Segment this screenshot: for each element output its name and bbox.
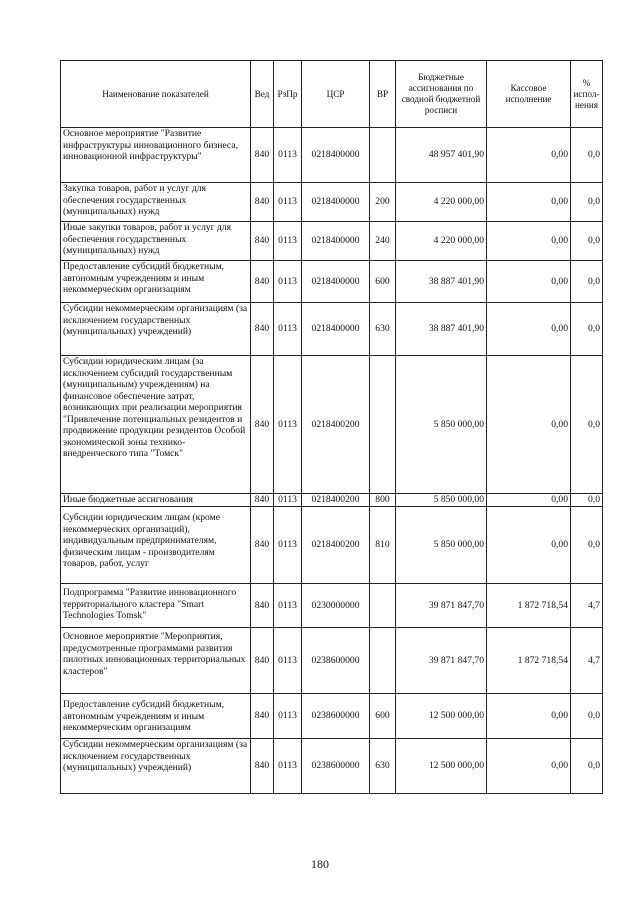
row-vr: 630 xyxy=(370,739,396,794)
row-name: Субсидии юридическим лицам (кроме некоммерческих организаций), индивидуальным предпринимателям, физическим лицам - производителям товаров, работ, услуг xyxy=(61,507,251,584)
row-percent: 0,0 xyxy=(571,507,603,584)
row-cash: 0,00 xyxy=(487,183,571,222)
row-ved: 840 xyxy=(251,584,274,628)
row-budget: 39 871 847,70 xyxy=(396,584,487,628)
row-cash: 0,00 xyxy=(487,494,571,507)
row-ved: 840 xyxy=(251,261,274,303)
row-ved: 840 xyxy=(251,507,274,584)
row-name: Иные закупки товаров, работ и услуг для обеспечения государственных (муниципальных) нужд xyxy=(61,222,251,261)
row-budget: 12 500 000,00 xyxy=(396,739,487,794)
header-percent: % испол-нения xyxy=(571,61,603,128)
row-cash: 0,00 xyxy=(487,694,571,739)
table-row xyxy=(61,507,603,584)
row-cash: 0,00 xyxy=(487,507,571,584)
row-percent: 0,0 xyxy=(571,739,603,794)
table-body xyxy=(61,128,603,794)
row-budget: 5 850 000,00 xyxy=(396,494,487,507)
row-percent: 0,0 xyxy=(571,494,603,507)
row-cash: 0,00 xyxy=(487,303,571,356)
row-rzpr: 0113 xyxy=(274,584,302,628)
row-csr: 0218400000 xyxy=(302,261,370,303)
row-percent: 0,0 xyxy=(571,222,603,261)
table-row xyxy=(61,303,603,356)
row-rzpr: 0113 xyxy=(274,356,302,494)
row-cash: 0,00 xyxy=(487,261,571,303)
header-cash: Кассовое исполнение xyxy=(487,61,571,128)
row-rzpr: 0113 xyxy=(274,694,302,739)
row-csr: 0238600000 xyxy=(302,694,370,739)
row-budget: 4 220 000,00 xyxy=(396,183,487,222)
table-row xyxy=(61,494,603,507)
document-page xyxy=(60,60,602,794)
row-csr: 0218400000 xyxy=(302,222,370,261)
row-cash: 0,00 xyxy=(487,128,571,183)
row-cash: 0,00 xyxy=(487,739,571,794)
row-name: Предоставление субсидий бюджетным, автономным учреждениям и иным некоммерческим организациям xyxy=(61,261,251,303)
table-row xyxy=(61,356,603,494)
row-name: Субсидии некоммерческим организациям (за исключением государственных (муниципальных) учреждений) xyxy=(61,739,251,794)
row-ved: 840 xyxy=(251,739,274,794)
row-percent: 0,0 xyxy=(571,356,603,494)
header-rzpr: РзПр xyxy=(274,61,302,128)
header-name: Наименование показателей xyxy=(61,61,251,128)
table-row xyxy=(61,694,603,739)
row-percent: 0,0 xyxy=(571,694,603,739)
row-ved: 840 xyxy=(251,128,274,183)
row-cash: 0,00 xyxy=(487,222,571,261)
row-rzpr: 0113 xyxy=(274,494,302,507)
row-vr xyxy=(370,628,396,694)
row-name: Предоставление субсидий бюджетным, автономным учреждениям и иным некоммерческим организациям xyxy=(61,694,251,739)
row-vr xyxy=(370,356,396,494)
row-percent: 0,0 xyxy=(571,128,603,183)
header-vr: ВР xyxy=(370,61,396,128)
page-number: 180 xyxy=(311,857,329,871)
row-ved: 840 xyxy=(251,183,274,222)
row-name: Основное мероприятие "Мероприятия, предусмотренные программами развития пилотных инновационных территориальных кластеров" xyxy=(61,628,251,694)
table-row xyxy=(61,628,603,694)
table-row xyxy=(61,183,603,222)
table-row xyxy=(61,128,603,183)
row-budget: 5 850 000,00 xyxy=(396,356,487,494)
header-budget: Бюджетные ассигнования по сводной бюджетной росписи xyxy=(396,61,487,128)
table-header-row xyxy=(61,61,603,128)
row-name: Субсидии юридическим лицам (за исключением субсидий государственным (муниципальным) учреждениям) на финансовое обеспечение затрат, возникающих при реализации мероприятия "Привлечение потенциальных резидентов и продвижение продукции резидентов Особой экономической зоны технико-внедренческого типа "Томск" xyxy=(61,356,251,494)
row-budget: 38 887 401,90 xyxy=(396,261,487,303)
row-rzpr: 0113 xyxy=(274,222,302,261)
row-ved: 840 xyxy=(251,303,274,356)
row-ved: 840 xyxy=(251,222,274,261)
row-budget: 12 500 000,00 xyxy=(396,694,487,739)
row-ved: 840 xyxy=(251,694,274,739)
row-budget: 38 887 401,90 xyxy=(396,303,487,356)
row-name: Субсидии некоммерческим организациям (за исключением государственных (муниципальных) учреждений) xyxy=(61,303,251,356)
row-cash: 0,00 xyxy=(487,356,571,494)
row-percent: 4,7 xyxy=(571,628,603,694)
row-name: Закупка товаров, работ и услуг для обеспечения государственных (муниципальных) нужд xyxy=(61,183,251,222)
row-percent: 0,0 xyxy=(571,303,603,356)
row-cash: 1 872 718,54 xyxy=(487,584,571,628)
row-ved: 840 xyxy=(251,494,274,507)
row-csr: 0218400200 xyxy=(302,356,370,494)
row-vr: 600 xyxy=(370,694,396,739)
row-csr: 0218400000 xyxy=(302,303,370,356)
row-name: Основное мероприятие "Развитие инфраструктуры инновационного бизнеса, инновационной инфраструктуры" xyxy=(61,128,251,183)
row-vr: 800 xyxy=(370,494,396,507)
row-ved: 840 xyxy=(251,628,274,694)
row-csr: 0218400200 xyxy=(302,507,370,584)
table-row xyxy=(61,584,603,628)
row-vr: 630 xyxy=(370,303,396,356)
budget-execution-table xyxy=(60,60,603,794)
row-rzpr: 0113 xyxy=(274,128,302,183)
table-row xyxy=(61,222,603,261)
row-csr: 0218400000 xyxy=(302,128,370,183)
row-rzpr: 0113 xyxy=(274,628,302,694)
row-rzpr: 0113 xyxy=(274,739,302,794)
row-cash: 1 872 718,54 xyxy=(487,628,571,694)
row-vr: 600 xyxy=(370,261,396,303)
row-csr: 0218400000 xyxy=(302,183,370,222)
row-rzpr: 0113 xyxy=(274,507,302,584)
table-row xyxy=(61,739,603,794)
row-vr xyxy=(370,584,396,628)
row-percent: 0,0 xyxy=(571,183,603,222)
table-row xyxy=(61,261,603,303)
row-budget: 48 957 401,90 xyxy=(396,128,487,183)
row-budget: 39 871 847,70 xyxy=(396,628,487,694)
row-csr: 0238600000 xyxy=(302,628,370,694)
row-budget: 4 220 000,00 xyxy=(396,222,487,261)
row-csr: 0218400200 xyxy=(302,494,370,507)
row-vr: 240 xyxy=(370,222,396,261)
row-percent: 4,7 xyxy=(571,584,603,628)
row-name: Подпрограмма "Развитие инновационного территориального кластера "Smart Technologies Tomsk" xyxy=(61,584,251,628)
row-csr: 0230000000 xyxy=(302,584,370,628)
row-vr xyxy=(370,128,396,183)
header-csr: ЦСР xyxy=(302,61,370,128)
row-name: Иные бюджетные ассигнования xyxy=(61,494,251,507)
row-rzpr: 0113 xyxy=(274,261,302,303)
header-ved: Вед xyxy=(251,61,274,128)
row-rzpr: 0113 xyxy=(274,183,302,222)
row-csr: 0238600000 xyxy=(302,739,370,794)
row-budget: 5 850 000,00 xyxy=(396,507,487,584)
row-ved: 840 xyxy=(251,356,274,494)
row-percent: 0,0 xyxy=(571,261,603,303)
row-vr: 200 xyxy=(370,183,396,222)
row-rzpr: 0113 xyxy=(274,303,302,356)
row-vr: 810 xyxy=(370,507,396,584)
